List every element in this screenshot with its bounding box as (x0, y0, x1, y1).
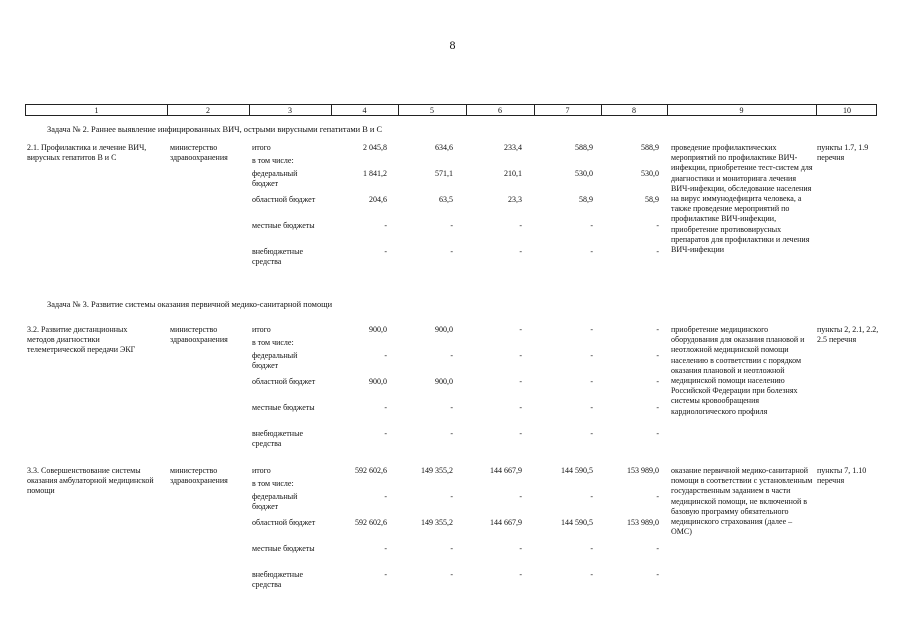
amount-cell: - (590, 570, 593, 579)
amount-cell: - (656, 544, 659, 553)
amount-cell: 900,0 (435, 377, 453, 386)
amount-cell: 153 989,0 (627, 518, 659, 527)
funding-source: итого (252, 325, 271, 334)
task-heading: Задача № 2. Раннее выявление инфицированных ВИЧ, острыми вирусными гепатитами В и С (47, 125, 383, 134)
funding-source: областной бюджет (252, 518, 316, 527)
amount-cell: - (519, 492, 522, 501)
amount-cell: - (450, 544, 453, 553)
funding-source: федеральный бюджет (252, 169, 298, 189)
amount-cell: - (656, 492, 659, 501)
amount-cell: - (656, 429, 659, 438)
header-cell: 8 (632, 106, 636, 115)
amount-cell: - (656, 247, 659, 256)
amount-cell: 233,4 (504, 143, 522, 152)
amount-cell: 58,9 (645, 195, 659, 204)
amount-cell: 571,1 (435, 169, 453, 178)
amount-cell: - (590, 492, 593, 501)
amount-cell: 530,0 (575, 169, 593, 178)
funding-source: областной бюджет (252, 377, 316, 386)
amount-cell: - (450, 247, 453, 256)
amount-cell: 588,9 (575, 143, 593, 152)
amount-cell: 58,9 (579, 195, 593, 204)
amount-cell: - (590, 325, 593, 334)
row-executor: министерство здравоохранения (170, 143, 228, 163)
amount-cell: - (590, 544, 593, 553)
amount-cell: - (450, 570, 453, 579)
amount-cell: - (519, 351, 522, 360)
amount-cell: 23,3 (508, 195, 522, 204)
amount-cell: - (384, 570, 387, 579)
header-cell: 1 (94, 106, 99, 115)
funding-source: внебюджетные средства (252, 570, 303, 590)
funding-source: в том числе: (252, 338, 294, 347)
amount-cell: - (384, 429, 387, 438)
funding-source: в том числе: (252, 479, 294, 488)
row-executor: министерство здравоохранения (170, 466, 228, 486)
header-cell: 6 (498, 106, 502, 115)
amount-cell: - (450, 221, 453, 230)
amount-cell: - (519, 429, 522, 438)
amount-cell: 592 602,6 (355, 518, 387, 527)
funding-source: итого (252, 466, 271, 475)
header-cell: 4 (362, 106, 367, 115)
amount-cell: 900,0 (435, 325, 453, 334)
funding-source: в том числе: (252, 156, 294, 165)
amount-cell: - (384, 492, 387, 501)
amount-cell: - (656, 570, 659, 579)
amount-cell: - (384, 221, 387, 230)
amount-cell: - (384, 351, 387, 360)
amount-cell: - (384, 544, 387, 553)
amount-cell: - (656, 351, 659, 360)
amount-cell: 63,5 (439, 195, 453, 204)
amount-cell: - (656, 221, 659, 230)
amount-cell: - (519, 570, 522, 579)
header-cell: 7 (565, 106, 570, 115)
header-cell: 9 (739, 106, 744, 115)
funding-source: местные бюджеты (252, 221, 315, 230)
amount-cell: - (590, 221, 593, 230)
amount-cell: 149 355,2 (421, 518, 453, 527)
amount-cell: - (656, 403, 659, 412)
amount-cell: - (590, 377, 593, 386)
amount-cell: - (450, 429, 453, 438)
amount-cell: 1 841,2 (363, 169, 387, 178)
header-cell: 3 (288, 106, 292, 115)
page-number: 8 (449, 38, 456, 52)
amount-cell: 634,6 (435, 143, 453, 152)
amount-cell: - (656, 325, 659, 334)
amount-cell: 900,0 (369, 325, 387, 334)
funding-source: федеральный бюджет (252, 492, 298, 512)
amount-cell: - (450, 492, 453, 501)
amount-cell: - (519, 544, 522, 553)
task-heading: Задача № 3. Развитие системы оказания первичной медико-санитарной помощи (47, 300, 333, 309)
amount-cell: - (656, 377, 659, 386)
amount-cell: - (450, 351, 453, 360)
amount-cell: 588,9 (641, 143, 659, 152)
amount-cell: 144 590,5 (561, 518, 593, 527)
row-name: 3.3. Совершенствование системы оказания амбулаторной медицинской помощи (27, 466, 154, 496)
row-reference: пункты 1.7, 1.9 перечня (817, 143, 869, 163)
row-reference: пункты 7, 1.10 перечня (817, 466, 867, 486)
amount-cell: - (519, 377, 522, 386)
funding-source: федеральный бюджет (252, 351, 298, 371)
header-cell: 10 (843, 106, 851, 115)
amount-cell: - (590, 247, 593, 256)
amount-cell: - (450, 403, 453, 412)
amount-cell: - (519, 247, 522, 256)
amount-cell: 204,6 (369, 195, 387, 204)
funding-source: областной бюджет (252, 195, 316, 204)
amount-cell: 153 989,0 (627, 466, 659, 475)
amount-cell: - (590, 351, 593, 360)
funding-source: местные бюджеты (252, 544, 315, 553)
amount-cell: - (519, 221, 522, 230)
funding-source: местные бюджеты (252, 403, 315, 412)
amount-cell: - (590, 429, 593, 438)
amount-cell: 144 667,9 (490, 466, 522, 475)
amount-cell: 149 355,2 (421, 466, 453, 475)
row-reference: пункты 2, 2.1, 2.2, 2.5 перечня (817, 325, 879, 345)
amount-cell: 900,0 (369, 377, 387, 386)
funding-source: итого (252, 143, 271, 152)
amount-cell: - (519, 325, 522, 334)
funding-source: внебюджетные средства (252, 429, 303, 449)
amount-cell: 210,1 (504, 169, 522, 178)
amount-cell: 144 667,9 (490, 518, 522, 527)
amount-cell: - (384, 403, 387, 412)
amount-cell: 592 602,6 (355, 466, 387, 475)
amount-cell: 2 045,8 (363, 143, 387, 152)
row-result: оказание первичной медико-санитарной помощи в соответствии с установленным государственным заданием в части медицинской помощи, не включенной в базовую программу обязательного медицинского страхования (далее – ОМС) (671, 466, 813, 537)
funding-source: внебюджетные средства (252, 247, 303, 267)
amount-cell: - (384, 247, 387, 256)
amount-cell: - (519, 403, 522, 412)
amount-cell: 530,0 (641, 169, 659, 178)
header-cell: 5 (430, 106, 434, 115)
row-name: 3.2. Развитие дистанционных методов диагностики телеметрической передачи ЭКГ (27, 325, 136, 355)
row-name: 2.1. Профилактика и лечение ВИЧ, вирусных гепатитов В и С (27, 143, 147, 163)
row-result: приобретение медицинского оборудования для оказания плановой и неотложной медицинской помощи населению в соответствии с порядком оказания плановой и неотложной медицинской помощи населению Российской Федерации при болезнях системы кровообращения кардиологического профиля (671, 325, 805, 416)
amount-cell: - (590, 403, 593, 412)
table-header (25, 104, 877, 116)
amount-cell: 144 590,5 (561, 466, 593, 475)
row-result: проведение профилактических мероприятий по профилактике ВИЧ-инфекции, приобретение тест-систем для диагностики и мониторинга лечения ВИЧ-инфекции, обследование населения на вирус иммунодефицита человека, а также проведение мероприятий по профилактике ВИЧ-инфекции, приобретение противовирусных препаратов для профилактики и лечения ВИЧ-инфекции (671, 143, 813, 255)
header-cell: 2 (206, 106, 210, 115)
row-executor: министерство здравоохранения (170, 325, 228, 345)
